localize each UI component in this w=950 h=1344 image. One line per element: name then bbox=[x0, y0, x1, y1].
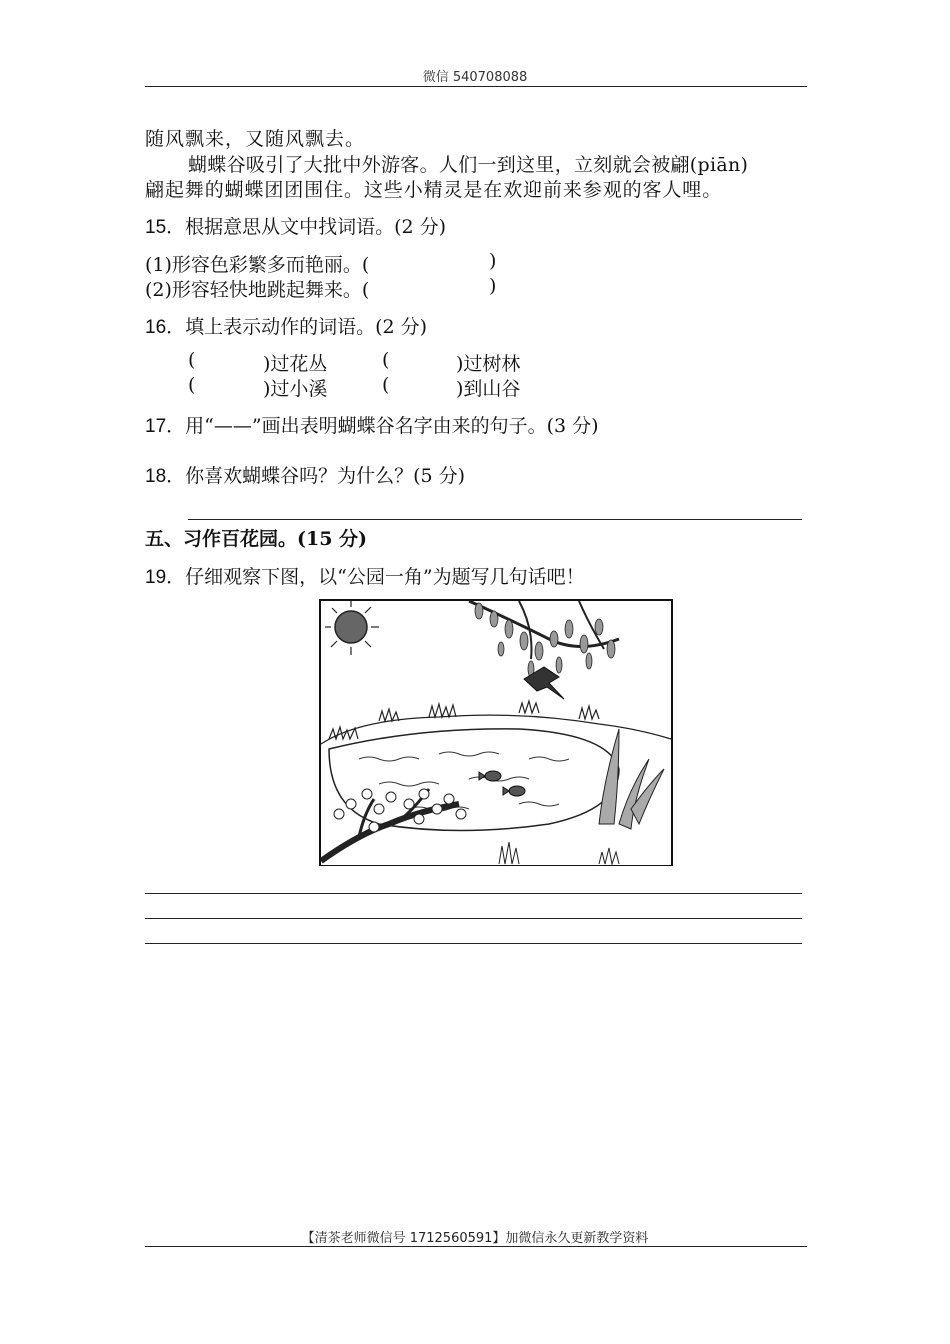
answer-line-19-2[interactable] bbox=[145, 918, 802, 919]
question-15-number: 15． bbox=[145, 217, 186, 238]
park-corner-illustration bbox=[319, 599, 673, 866]
answer-line-19-1[interactable] bbox=[145, 893, 802, 894]
question-15 bbox=[145, 212, 446, 239]
question-15-text: 根据意思从文中找词语。(2 分) bbox=[185, 216, 447, 238]
question-16-item-1-open: ( bbox=[188, 349, 196, 371]
page-footer: 【清茶老师微信号 1712560591】加微信永久更新教学资料 bbox=[301, 1231, 649, 1246]
question-15-sub-1-close: ) bbox=[489, 250, 497, 272]
question-19 bbox=[145, 562, 585, 589]
answer-line-18[interactable] bbox=[188, 519, 802, 520]
footer-rule bbox=[145, 1246, 807, 1247]
question-16 bbox=[145, 312, 427, 339]
question-15-sub-2: (2)形容轻快地跳起舞来。( bbox=[145, 279, 370, 301]
question-17-text: 用“——”画出表明蝴蝶谷名字由来的句子。(3 分) bbox=[185, 415, 599, 437]
answer-line-19-3[interactable] bbox=[145, 943, 802, 944]
question-16-item-4: )到山谷 bbox=[456, 378, 521, 400]
question-15-sub-2-close: ) bbox=[489, 275, 497, 297]
question-17 bbox=[145, 411, 599, 438]
question-15-sub-1: (1)形容色彩繁多而艳丽。( bbox=[145, 254, 370, 276]
passage-line-1: 随风飘来，又随风飘去。 bbox=[145, 128, 366, 150]
question-19-text: 仔细观察下图，以“公园一角”为题写几句话吧！ bbox=[185, 566, 585, 588]
passage-line-2: 蝴蝶谷吸引了大批中外游客。人们一到这里，立刻就会被翩(piān) bbox=[188, 154, 749, 176]
question-18-number: 18． bbox=[145, 466, 186, 487]
header-rule bbox=[145, 86, 807, 87]
question-18 bbox=[145, 461, 465, 488]
question-19-number: 19． bbox=[145, 567, 186, 588]
question-16-item-4-open: ( bbox=[382, 374, 390, 396]
question-16-item-2-open: ( bbox=[382, 349, 390, 371]
question-17-number: 17． bbox=[145, 416, 186, 437]
page-header: 微信 540708088 bbox=[422, 70, 528, 85]
question-16-item-3: )过小溪 bbox=[263, 378, 328, 400]
question-16-item-3-open: ( bbox=[188, 374, 196, 396]
question-16-text: 填上表示动作的词语。(2 分) bbox=[185, 316, 428, 338]
passage-line-3: 翩起舞的蝴蝶团团围住。这些小精灵是在欢迎前来参观的客人哩。 bbox=[145, 179, 723, 201]
pond bbox=[329, 729, 619, 831]
question-16-item-1: )过花丛 bbox=[263, 353, 328, 375]
question-18-text: 你喜欢蝴蝶谷吗？为什么？(5 分) bbox=[185, 465, 466, 487]
section-5-title: 五、习作百花园。(15 分) bbox=[145, 528, 368, 550]
question-16-item-2: )过树林 bbox=[456, 353, 521, 375]
question-16-number: 16． bbox=[145, 317, 186, 338]
